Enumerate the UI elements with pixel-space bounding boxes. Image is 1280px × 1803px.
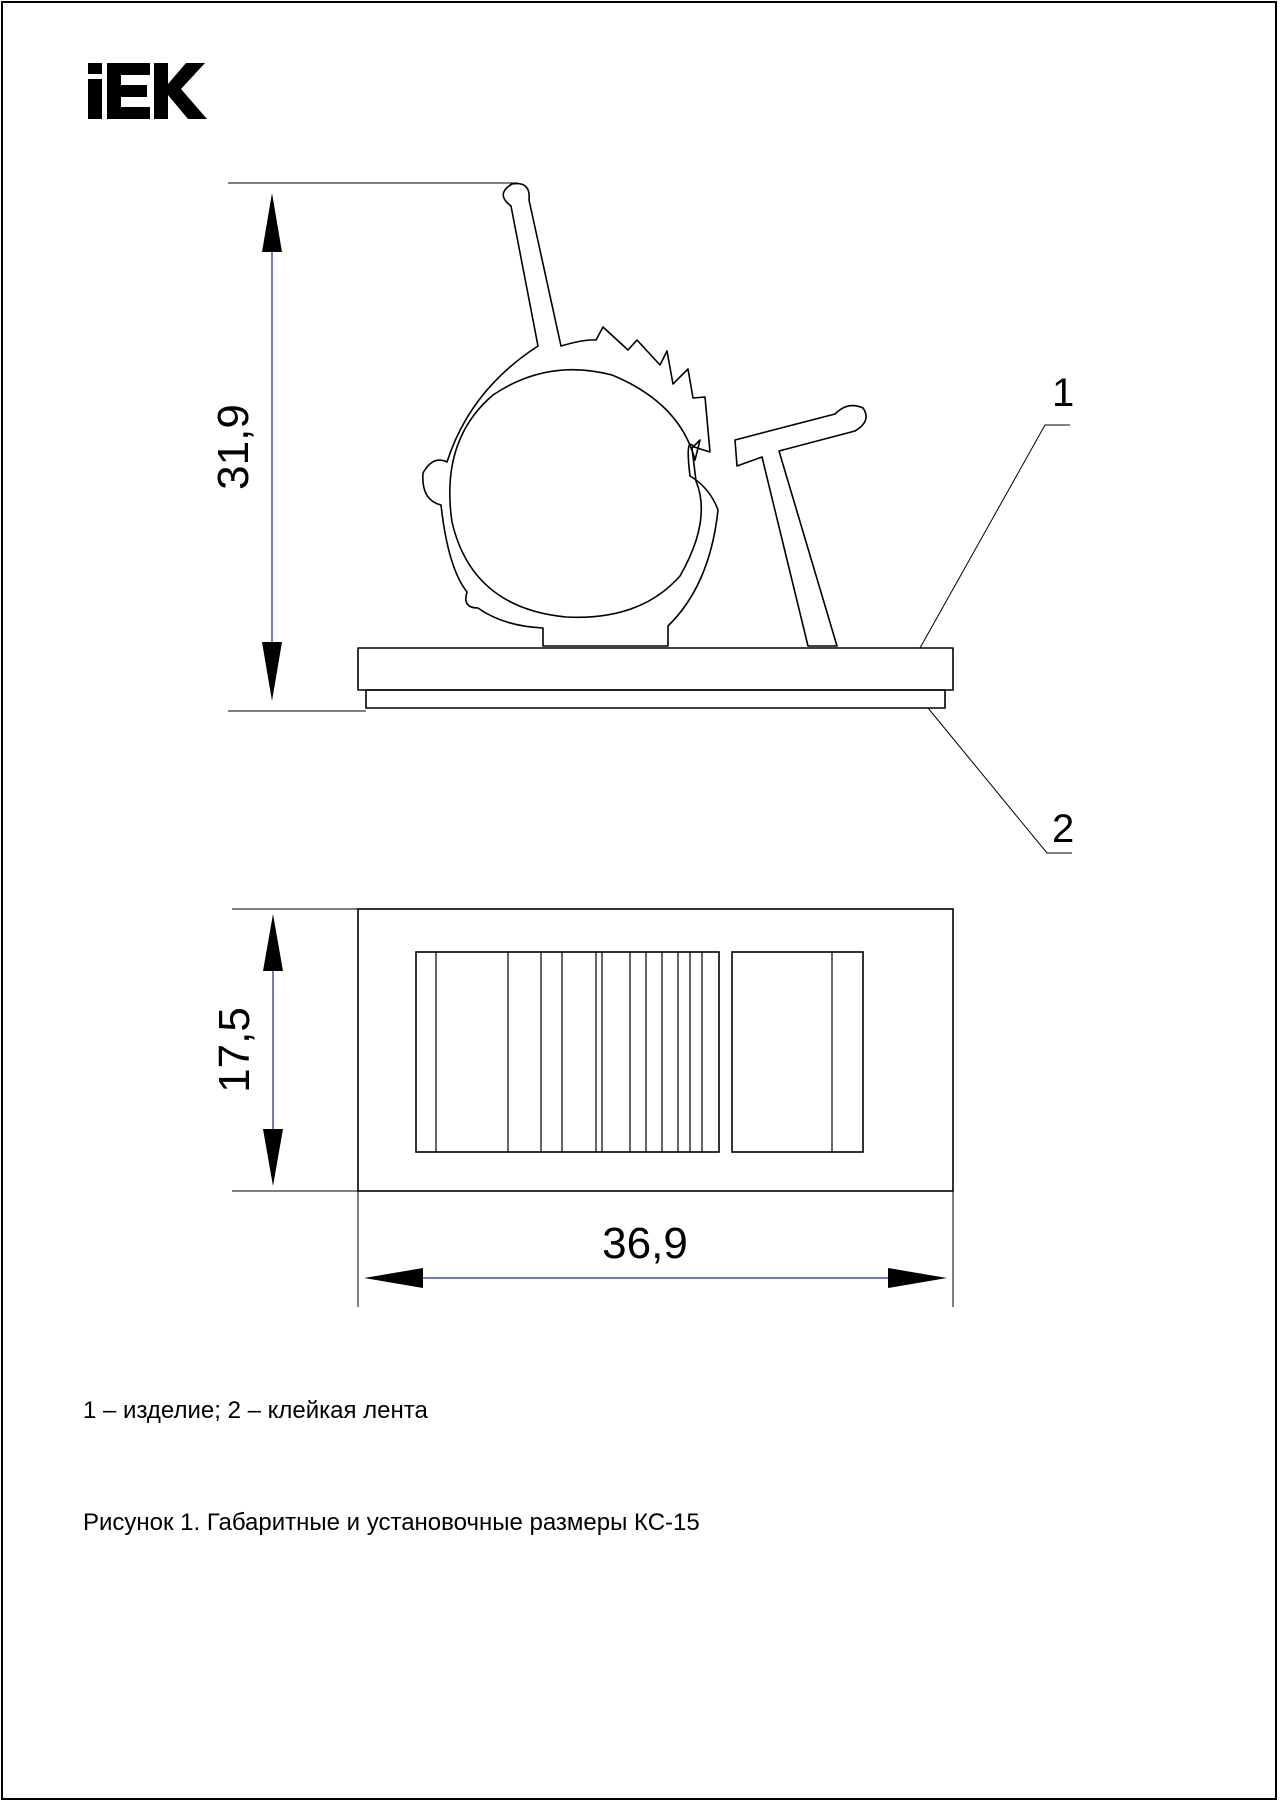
top-view-tie-strap bbox=[732, 952, 863, 1152]
side-view bbox=[358, 184, 953, 708]
callout-leaders bbox=[920, 425, 1075, 853]
height-dimension-label: 31,9 bbox=[209, 404, 258, 490]
width-dimension bbox=[358, 1191, 953, 1307]
depth-dimension bbox=[210, 909, 358, 1191]
figure-caption: Рисунок 1. Габаритные и установочные размеры КС-15 bbox=[83, 1509, 700, 1536]
clip-inner-opening bbox=[450, 370, 702, 618]
adhesive-tape bbox=[366, 690, 945, 708]
top-view-clip-body bbox=[416, 952, 719, 1152]
top-view-ribs bbox=[436, 952, 832, 1152]
tie-strap bbox=[735, 406, 866, 646]
legend: 1 – изделие; 2 – клейкая лента bbox=[83, 1397, 428, 1424]
height-dimension bbox=[209, 183, 518, 711]
top-view bbox=[358, 909, 953, 1191]
depth-dimension-label: 17,5 bbox=[210, 1007, 259, 1093]
base-plate bbox=[358, 648, 953, 690]
iek-logo bbox=[88, 63, 207, 119]
width-dimension-label: 36,9 bbox=[602, 1219, 688, 1268]
clip-outer-contour bbox=[423, 184, 718, 646]
callout-2: 2 bbox=[1052, 807, 1075, 851]
callout-1: 1 bbox=[1052, 371, 1075, 415]
